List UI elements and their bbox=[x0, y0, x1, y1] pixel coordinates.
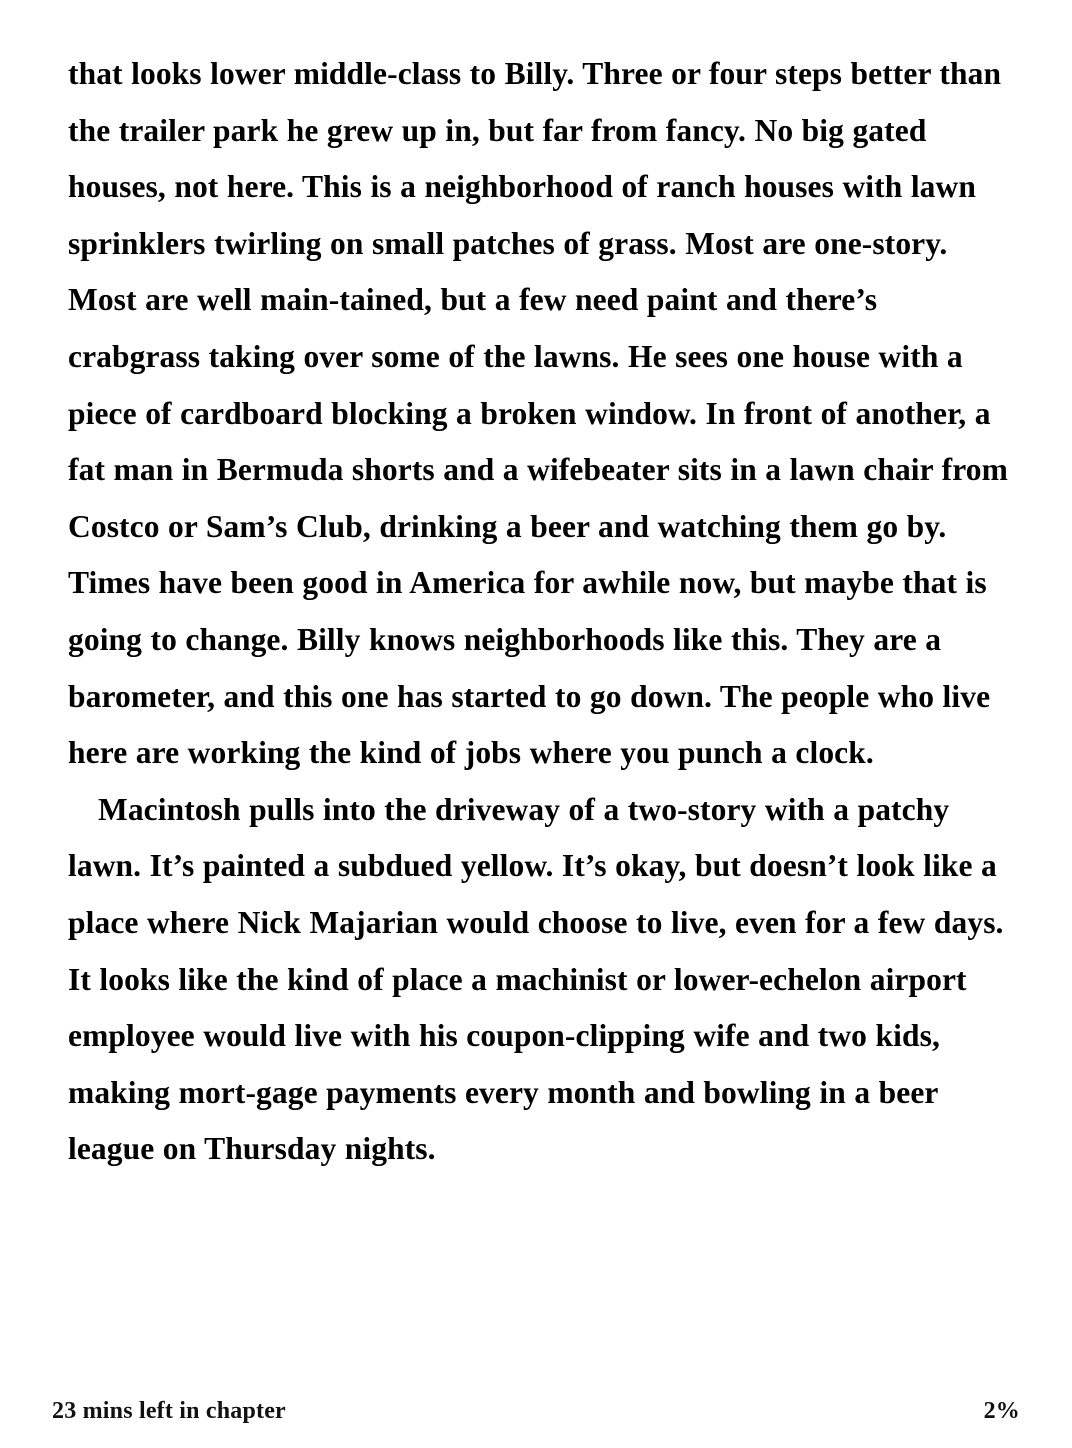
progress-percent: 2% bbox=[983, 1397, 1020, 1424]
paragraph: Macintosh pulls into the driveway of a two-story with a patchy lawn. It’s painted a subdued yellow. It’s okay, but doesn’t look like a place where Nick Majarian would choose to live, even for a few days. It looks like the kind of place a machinist or lower-echelon airport employee would live with his coupon-clipping wife and two kids, making mort-gage payments every month and bowling in a beer league on Thursday nights. bbox=[68, 791, 1013, 1167]
paragraph: that looks lower middle-class to Billy. Three or four steps better than the trailer park he grew up in, but far from fancy. No big gated houses, not here. This is a neighborhood of ranch houses with lawn sprinklers twirling on small patches of grass. Most are one-story. Most are well main-tained, but a few need paint and there’s crabgrass taking over some of the lawns. He sees one house with a piece of cardboard blocking a broken window. In front of another, a fat man in Bermuda shorts and a wifebeater sits in a lawn chair from Costco or Sam’s Club, drinking a beer and watching them go by. Times have been good in America for awhile now, but maybe that is going to change. Billy knows neighborhoods like this. They are a barometer, and this one has started to go down. The people who live here are working the kind of jobs where you punch a clock. bbox=[68, 56, 1017, 771]
page-footer bbox=[0, 1374, 1072, 1448]
page-text-body bbox=[68, 46, 1017, 1346]
reading-time-remaining: 23 mins left in chapter bbox=[52, 1397, 286, 1424]
